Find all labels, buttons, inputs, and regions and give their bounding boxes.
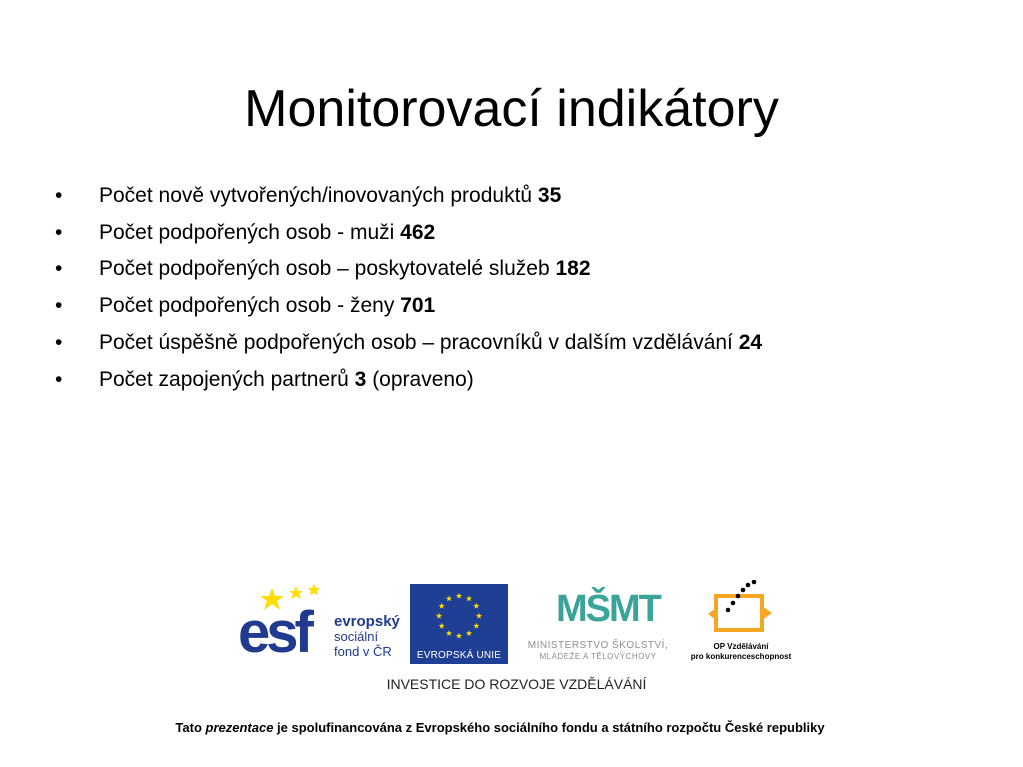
indicator-list	[55, 178, 762, 398]
msmt-line: MINISTERSTVO ŠKOLSTVÍ,	[527, 640, 669, 651]
eu-star-icon	[466, 595, 472, 601]
bullet-icon: •	[55, 184, 63, 207]
eu-logo	[410, 584, 508, 664]
bullet-icon: •	[55, 367, 63, 391]
indicator-label: Počet podpořených osob - muži	[99, 220, 401, 244]
op-logo	[686, 580, 796, 664]
esf-line: fond v ČR	[334, 644, 392, 659]
list-item	[55, 288, 762, 325]
eu-star-icon	[456, 633, 462, 639]
footer-note	[0, 720, 1000, 735]
bullet-icon: •	[55, 330, 63, 354]
eu-star-icon	[439, 623, 445, 629]
indicator-label: Počet zapojených partnerů	[99, 367, 355, 391]
eu-stars-icon	[410, 584, 508, 648]
indicator-label: Počet podpořených osob – poskytovatelé služeb	[99, 257, 556, 281]
eu-flag	[410, 584, 508, 648]
esf-logo	[238, 584, 408, 664]
indicator-label: Počet úspěšně podpořených osob – pracovníků v dalším vzdělávání	[99, 330, 739, 354]
eu-star-icon	[446, 595, 452, 601]
indicator-value: 701	[400, 294, 436, 318]
esf-line: evropský	[334, 613, 400, 630]
op-line: pro konkurenceschopnost	[690, 652, 792, 661]
bullet-icon: •	[55, 220, 63, 244]
bullet-icon: •	[55, 294, 63, 318]
eu-star-icon	[446, 630, 452, 636]
op-line: OP Vzdělávání	[713, 642, 769, 651]
indicator-label: Počet nově vytvořených/inovovaných produktů	[99, 184, 538, 207]
footer-italic: prezentace	[205, 720, 274, 735]
list-item	[55, 178, 762, 215]
eu-label: EVROPSKÁ UNIE	[410, 648, 508, 664]
indicator-label: Počet podpořených osob - ženy	[99, 294, 401, 318]
list-item	[55, 215, 762, 252]
indicator-suffix: (opraveno)	[366, 367, 474, 391]
eu-star-icon	[456, 593, 462, 599]
eu-star-icon	[466, 630, 472, 636]
esf-mark: esf	[238, 600, 310, 665]
sponsor-logos	[0, 580, 1023, 700]
indicator-value: 182	[555, 257, 591, 281]
eu-star-icon	[476, 613, 482, 619]
slide-title: Monitorovací indikátory	[244, 80, 779, 138]
bullet-icon: •	[55, 257, 63, 281]
list-item	[55, 325, 762, 362]
indicator-value: 3	[354, 367, 367, 391]
list-item	[55, 251, 762, 288]
tagline: INVESTICE DO ROZVOJE VZDĚLÁVÁNÍ	[386, 676, 647, 692]
msmt-logo	[514, 580, 682, 664]
msmt-line: MLÁDEŽE A TĚLOVÝCHOVY	[539, 652, 657, 661]
list-item	[55, 362, 762, 399]
indicator-value: 24	[738, 330, 763, 354]
footer-text: je spolufinancována z Evropského sociálního fondu a státního rozpočtu České republiky	[273, 720, 825, 735]
indicator-value: 462	[400, 220, 436, 244]
eu-star-icon	[439, 603, 445, 609]
esf-caption	[334, 614, 400, 659]
op-emblem-icon	[706, 580, 776, 638]
eu-star-icon	[473, 603, 479, 609]
eu-star-icon	[436, 613, 442, 619]
eu-star-icon	[473, 623, 479, 629]
esf-line: sociální	[334, 629, 379, 644]
msmt-mark: MŠMT	[556, 588, 660, 630]
indicator-value: 35	[537, 184, 562, 207]
footer-text: Tato	[175, 720, 206, 735]
